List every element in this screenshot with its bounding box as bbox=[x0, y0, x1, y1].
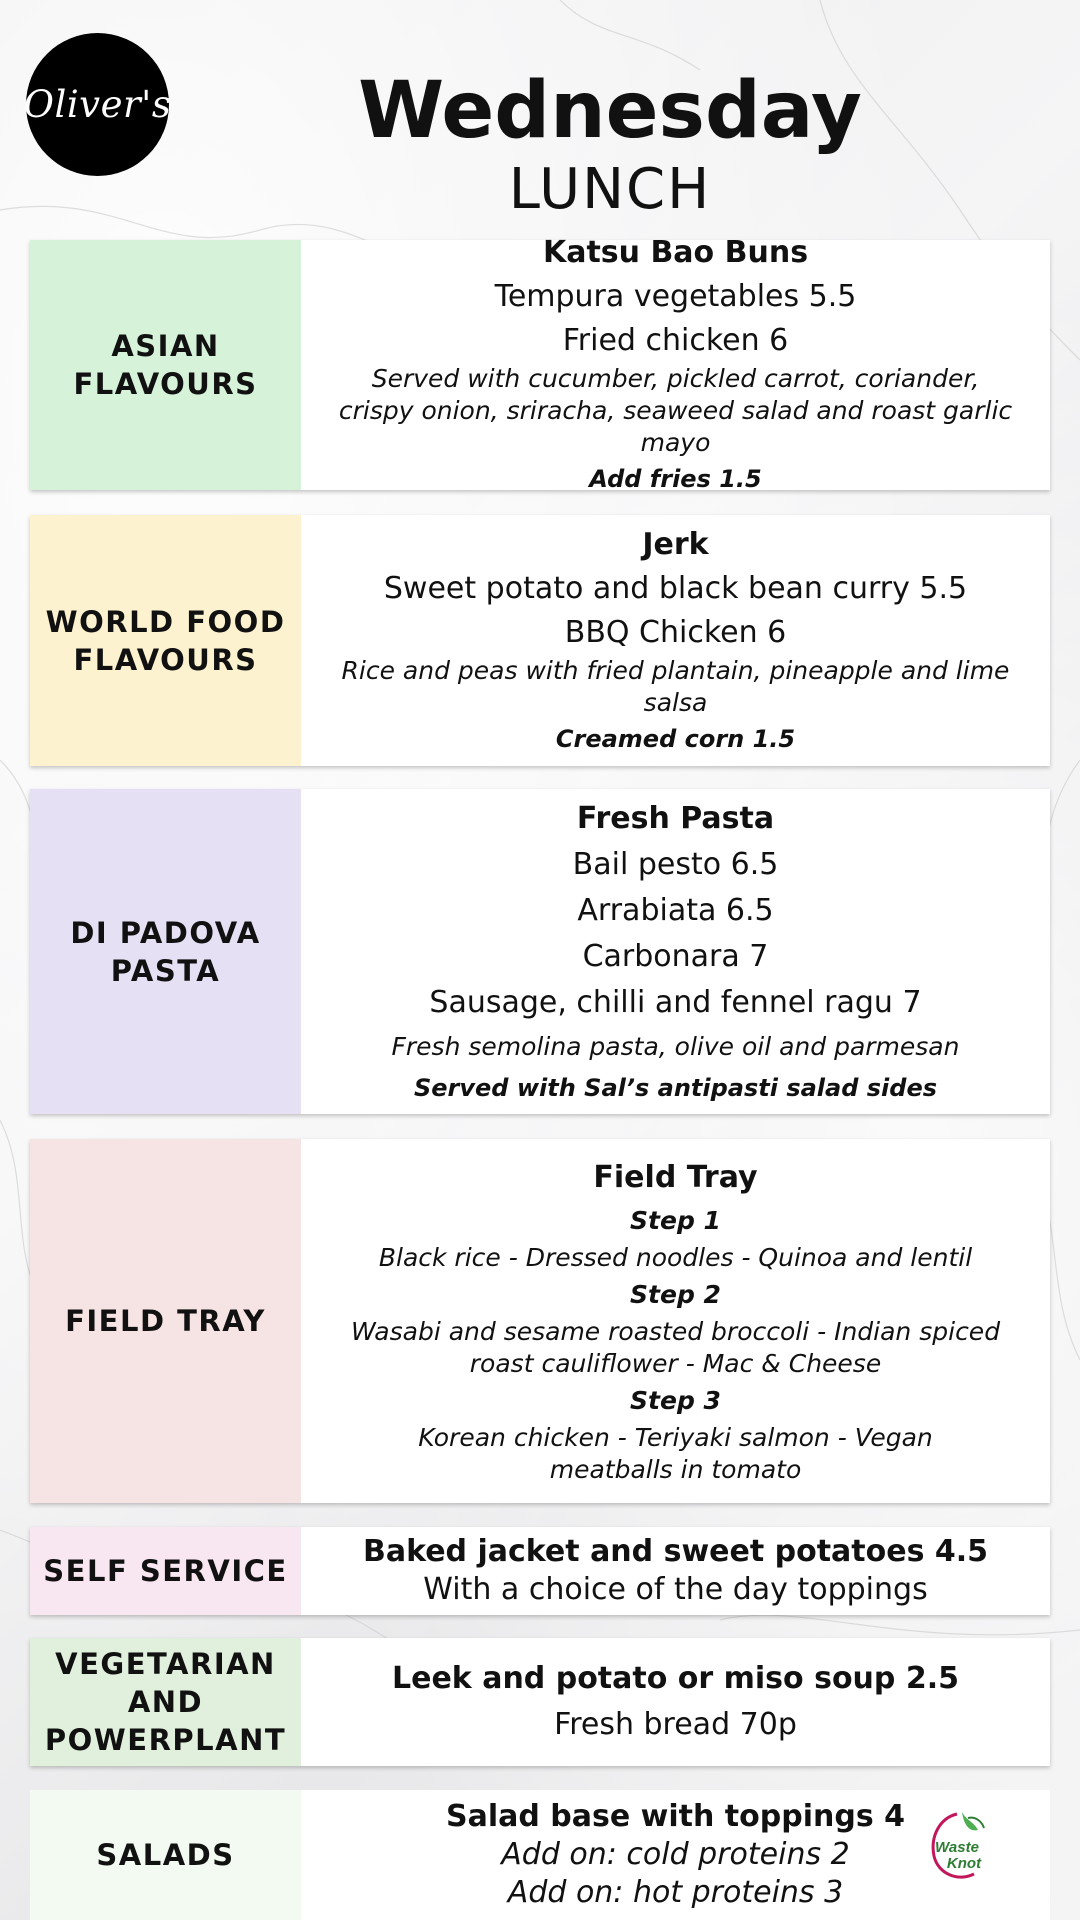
section-asian-flavours bbox=[30, 235, 1050, 493]
menu-item: Sausage, chilli and fennel ragu 7 bbox=[429, 984, 922, 1020]
menu-item: Carbonara 7 bbox=[582, 938, 769, 974]
menu-item: Arrabiata 6.5 bbox=[577, 892, 774, 928]
dish-extra: Creamed corn 1.5 bbox=[555, 724, 796, 753]
dish-title: Field Tray bbox=[593, 1160, 758, 1195]
section-label: ASIAN FLAVOURS bbox=[30, 240, 301, 490]
dish-title: Baked jacket and sweet potatoes 4.5 bbox=[362, 1534, 989, 1569]
section-di-padova-pasta bbox=[30, 789, 1050, 1114]
menu-item: Sweet potato and black bean curry 5.5 bbox=[383, 570, 968, 606]
addon-item: Add on: cold proteins 2 bbox=[501, 1837, 850, 1872]
step-label: Step 1 bbox=[630, 1206, 721, 1235]
section-label: SALADS bbox=[30, 1790, 301, 1920]
section-world-food-flavours bbox=[30, 515, 1050, 766]
step-text: Black rice - Dressed noodles - Quinoa and lentil bbox=[378, 1243, 973, 1272]
svg-text:Waste: Waste bbox=[935, 1839, 979, 1856]
dish-title: Katsu Bao Buns bbox=[542, 235, 809, 270]
section-label: DI PADOVA PASTA bbox=[30, 789, 301, 1114]
section-body bbox=[301, 789, 1050, 1114]
section-body bbox=[301, 1790, 1050, 1920]
step-text: Korean chicken - Teriyaki salmon - Vegan meatballs in tomato bbox=[418, 1423, 933, 1484]
step-text: Wasabi and sesame roasted broccoli - Indian spiced roast cauliflower - Mac & Cheese bbox=[350, 1317, 1001, 1378]
section-self-service bbox=[30, 1527, 1050, 1615]
waste-knot-logo bbox=[922, 1808, 992, 1886]
olivers-logo bbox=[23, 33, 172, 176]
addon-item: Add on: hot proteins 3 bbox=[507, 1875, 844, 1910]
dish-title: Leek and potato or miso soup 2.5 bbox=[392, 1661, 959, 1696]
menu-item: Tempura vegetables 5.5 bbox=[494, 279, 857, 314]
dish-title: Jerk bbox=[642, 526, 709, 562]
section-label: VEGETARIAN AND POWERPLANT bbox=[30, 1638, 301, 1766]
step-label: Step 2 bbox=[630, 1280, 721, 1309]
logo-text: Oliver's bbox=[23, 83, 172, 126]
svg-text:Knot: Knot bbox=[946, 1855, 982, 1872]
section-label: WORLD FOOD FLAVOURS bbox=[30, 515, 301, 766]
section-body bbox=[301, 235, 1050, 493]
menu-item: Fried chicken 6 bbox=[562, 323, 789, 358]
section-label: FIELD TRAY bbox=[30, 1139, 301, 1503]
dish-subtitle: Fresh bread 70p bbox=[554, 1707, 797, 1742]
menu-item: BBQ Chicken 6 bbox=[564, 614, 787, 650]
dish-extra: Served with Sal’s antipasti salad sides bbox=[413, 1073, 938, 1102]
dish-description: Rice and peas with fried plantain, pineapple and lime salsa bbox=[341, 655, 1010, 717]
section-vegetarian-powerplant bbox=[30, 1638, 1050, 1766]
day-heading: Wednesday bbox=[358, 66, 862, 156]
dish-title: Salad base with toppings 4 bbox=[446, 1799, 905, 1834]
dish-title: Fresh Pasta bbox=[576, 800, 775, 836]
dish-extra: Add fries 1.5 bbox=[589, 465, 762, 493]
meal-heading: LUNCH bbox=[508, 157, 712, 222]
section-body bbox=[301, 1527, 1050, 1615]
section-body bbox=[301, 1139, 1050, 1503]
dish-description: Served with cucumber, pickled carrot, coriander, crispy onion, sriracha, seaweed salad and roast garlic mayo bbox=[338, 364, 1013, 457]
section-label: SELF SERVICE bbox=[30, 1527, 301, 1615]
section-body bbox=[301, 515, 1050, 766]
step-label: Step 3 bbox=[630, 1386, 721, 1415]
section-field-tray bbox=[30, 1139, 1050, 1503]
section-salads bbox=[30, 1790, 1050, 1920]
dish-description: Fresh semolina pasta, olive oil and parmesan bbox=[391, 1031, 960, 1061]
dish-subtitle: With a choice of the day toppings bbox=[423, 1572, 928, 1607]
menu-item: Bail pesto 6.5 bbox=[572, 846, 779, 882]
section-body bbox=[301, 1638, 1050, 1766]
